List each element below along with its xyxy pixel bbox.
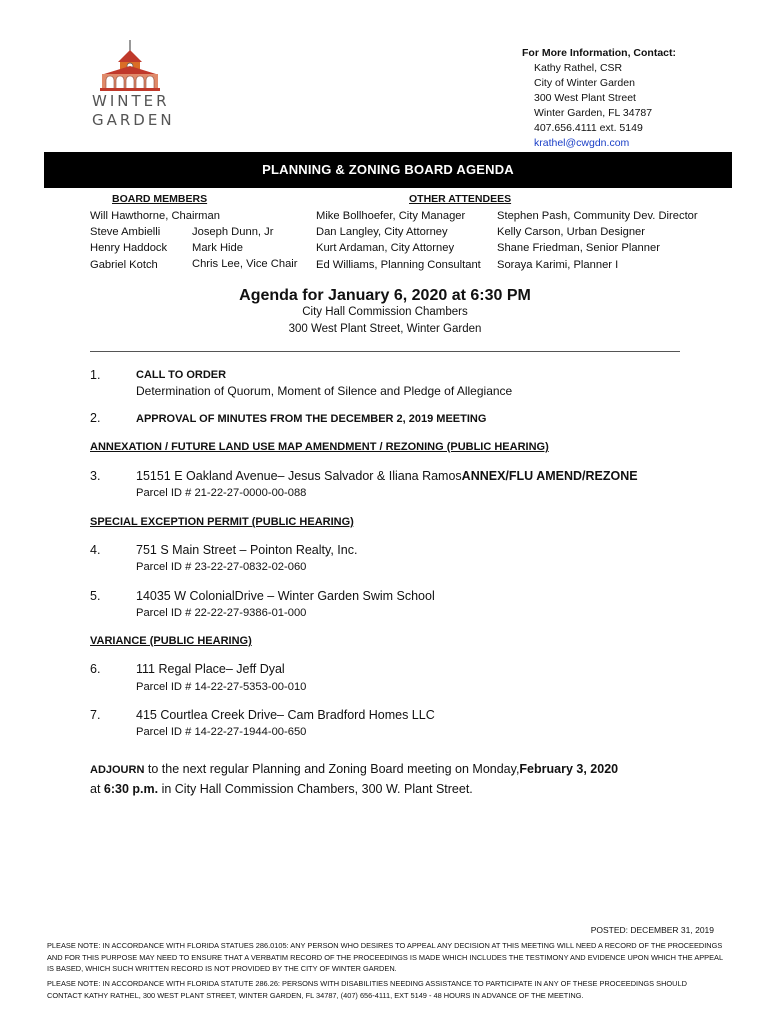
- attendee: Mike Bollhoefer, City Manager: [316, 210, 466, 222]
- item-parcel: Parcel ID # 21-22-27-0000-00-088: [136, 487, 307, 499]
- item-description: Determination of Quorum, Moment of Silence and Pledge of Allegiance: [136, 384, 513, 398]
- item-title: 14035 W ColonialDrive – Winter Garden Swim School: [136, 589, 435, 603]
- legal-note: PLEASE NOTE: IN ACCORDANCE WITH FLORIDA STATUTE 286.26: PERSONS WITH DISABILITIES NEEDING ASSISTANCE TO PARTICIPATE IN ANY OF THESE PROCEEDINGS SHOULD CONTACT KATHY RATHEL, 300 WEST PLANT STREET, WINTER GARDEN, FL 34787, (407) 656-4111, EXT 5149 - 48 HOURS IN ADVANCE OF THE MEETING.: [47, 979, 687, 1000]
- item-address: 15151 E Oakland Avenue– Jesus Salvador & Iliana Ramos: [136, 469, 462, 483]
- board-member: Joseph Dunn, Jr: [192, 226, 274, 238]
- contact-heading: For More Information, Contact:: [522, 47, 676, 59]
- board-member: Mark Hide: [192, 242, 243, 255]
- city-logo: [90, 40, 175, 140]
- contact-email-link[interactable]: krathel@cwgdn.com: [534, 137, 630, 149]
- board-member: Steve Ambielli: [90, 226, 161, 239]
- agenda-location-2: 300 West Plant Street, Winter Garden: [288, 323, 482, 335]
- posted-date: POSTED: DECEMBER 31, 2019: [590, 925, 714, 935]
- attendee: Kurt Ardaman, City Attorney: [316, 242, 455, 255]
- board-member: Henry Haddock: [90, 242, 168, 255]
- adjourn-paragraph: [90, 760, 700, 799]
- item-title: 751 S Main Street – Pointon Realty, Inc.: [136, 543, 358, 557]
- item-number: 7.: [90, 708, 101, 722]
- board-member: Will Hawthorne, Chairman: [90, 210, 220, 222]
- other-attendees-col1: [316, 208, 481, 273]
- logo-line1: WINTER: [92, 92, 170, 110]
- item-title: 111 Regal Place– Jeff Dyal: [136, 662, 285, 676]
- agenda-banner: PLANNING & ZONING BOARD AGENDA: [44, 152, 732, 188]
- item-title: APPROVAL OF MINUTES FROM THE DECEMBER 2, 2019 MEETING: [136, 413, 487, 425]
- section-heading: ANNEXATION / FUTURE LAND USE MAP AMENDMENT / REZONING (PUBLIC HEARING): [90, 441, 549, 453]
- contact-line: Winter Garden, FL 34787: [534, 107, 653, 119]
- adjourn-text: at: [90, 782, 104, 796]
- legal-note: PLEASE NOTE: IN ACCORDANCE WITH FLORIDA STATUES 286.0105: ANY PERSON WHO DESIRES TO APPEAL ANY DECISION AT THIS MEETING WILL NEED A RECORD OF THE PROCEEDINGS AND FOR THIS PURPOSE MAY NEED TO ENSURE THAT A VERBATIM RECORD OF THE PROCEEDINGS IS MADE WHICH INCLUDES THE TESTIMONY AND EVIDENCE UPON WHICH THE APPEAL IS BASED, WHICH SUCH WRITTEN RECORD IS NOT PROVIDED BY THE CITY OF WINTER GARDEN.: [47, 941, 723, 973]
- section-heading: SPECIAL EXCEPTION PERMIT (PUBLIC HEARING): [90, 516, 354, 528]
- item-tag: ANNEX/FLU AMEND/REZONE: [461, 469, 638, 483]
- item-parcel: Parcel ID # 22-22-27-9386-01-000: [136, 607, 307, 619]
- attendee: Soraya Karimi, Planner I: [497, 258, 619, 271]
- divider: [90, 351, 680, 352]
- adjourn-lead: ADJOURN: [90, 764, 145, 776]
- adjourn-text: in City Hall Commission Chambers, 300 W. Plant Street.: [158, 782, 473, 796]
- section-heading: VARIANCE (PUBLIC HEARING): [90, 635, 252, 647]
- item-parcel: Parcel ID # 14-22-27-5353-00-010: [136, 681, 307, 693]
- board-member: Gabriel Kotch: [90, 258, 158, 271]
- logo-line2: GARDEN: [92, 111, 175, 129]
- board-members-col2: [192, 224, 298, 273]
- item-number: 4.: [90, 543, 101, 557]
- attendee: Stephen Pash, Community Dev. Director: [497, 210, 698, 222]
- contact-block: [524, 46, 676, 151]
- contact-line: 300 West Plant Street: [534, 92, 636, 104]
- other-attendees-heading: OTHER ATTENDEES: [409, 193, 512, 205]
- item-parcel: Parcel ID # 23-22-27-0832-02-060: [136, 561, 307, 573]
- attendee: Kelly Carson, Urban Designer: [497, 226, 645, 239]
- item-number: 1.: [90, 368, 101, 382]
- board-members-heading: BOARD MEMBERS: [112, 193, 208, 205]
- item-title: 415 Courtlea Creek Drive– Cam Bradford Homes LLC: [136, 708, 435, 722]
- adjourn-date: February 3, 2020: [519, 762, 619, 776]
- board-member: Chris Lee, Vice Chair: [192, 258, 298, 271]
- adjourn-text: to the next regular Planning and Zoning Board meeting on Monday,: [144, 762, 520, 776]
- attendee: Dan Langley, City Attorney: [316, 226, 448, 239]
- item-title: [136, 469, 638, 483]
- attendee: Shane Friedman, Senior Planner: [497, 242, 660, 255]
- agenda-location-1: City Hall Commission Chambers: [302, 306, 468, 318]
- agenda-title: Agenda for January 6, 2020 at 6:30 PM: [239, 287, 531, 304]
- item-number: 3.: [90, 469, 101, 483]
- contact-line: 407.656.4111 ext. 5149: [534, 122, 643, 134]
- attendee: Ed Williams, Planning Consultant: [316, 258, 481, 271]
- item-number: 6.: [90, 662, 101, 676]
- item-number: 2.: [90, 411, 101, 425]
- adjourn-time: 6:30 p.m.: [103, 782, 159, 796]
- item-title: CALL TO ORDER: [136, 369, 227, 381]
- contact-line: Kathy Rathel, CSR: [534, 62, 623, 74]
- contact-line: City of Winter Garden: [534, 77, 635, 89]
- other-attendees-col2: [497, 208, 698, 273]
- item-parcel: Parcel ID # 14-22-27-1944-00-650: [136, 726, 307, 738]
- item-number: 5.: [90, 589, 101, 603]
